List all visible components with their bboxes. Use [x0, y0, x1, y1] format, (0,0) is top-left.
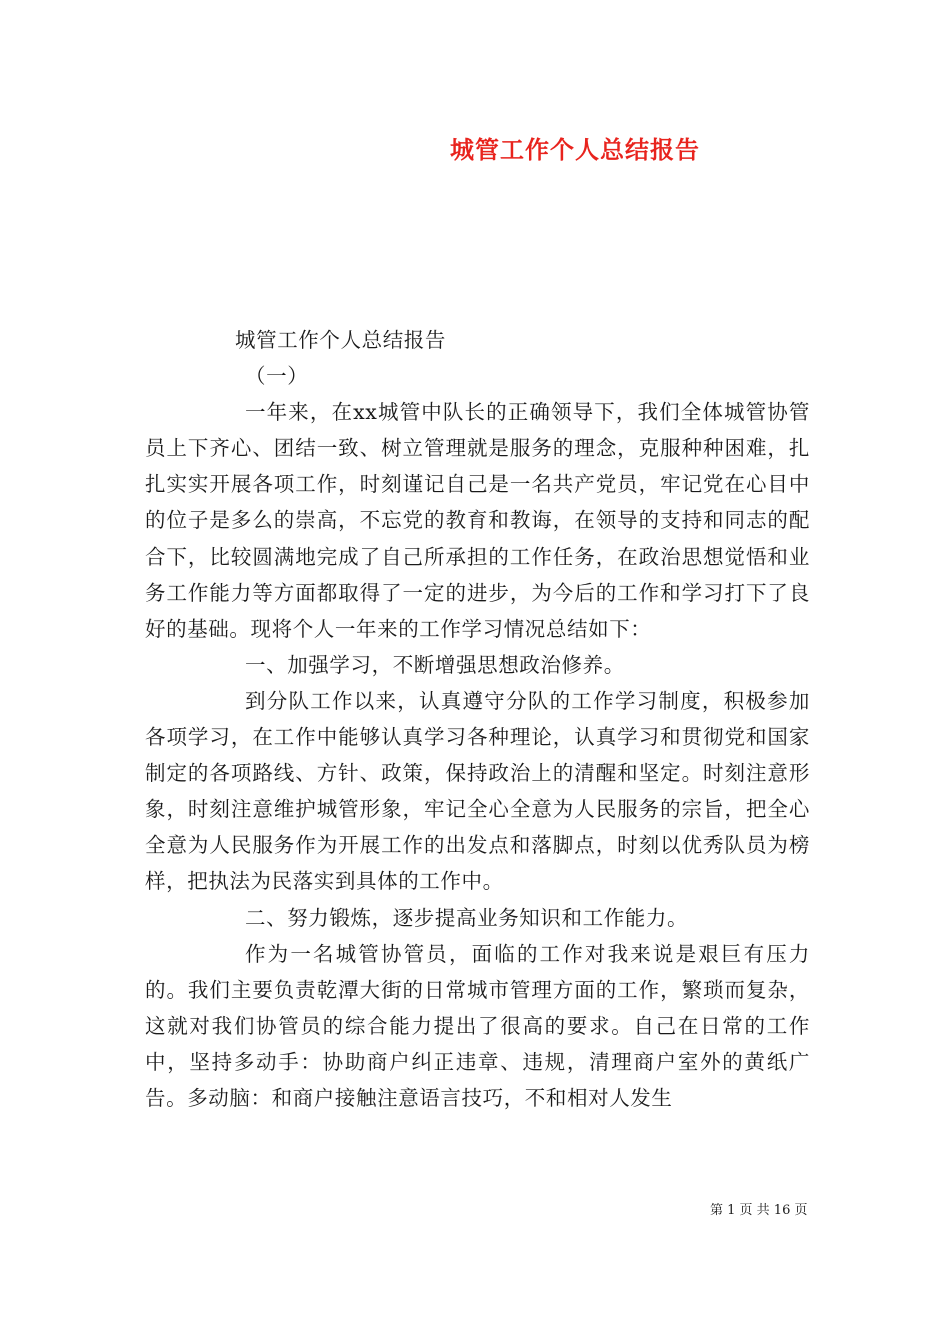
- heading-study: 一、加强学习，不断增强思想政治修养。: [245, 652, 625, 677]
- paragraph-intro: 一年来，在xx城管中队长的正确领导下，我们全体城管协管员上下齐心、团结一致、树立管理就是服务的理念，克服种种困难，扎扎实实开展各项工作，时刻谨记自己是一名共产党员，牢记党在心目中的位子是多么的崇高，不忘党的教育和教诲，在领导的支持和同志的配合下，比较圆满地完成了自己所承担的工作任务，在政治思想觉悟和业务工作能力等方面都取得了一定的进步，为今后的工作和学习打下了良好的基础。现将个人一年来的工作学习情况总结如下：: [145, 400, 810, 641]
- heading-training: 二、努力锻炼，逐步提高业务知识和工作能力。: [245, 905, 689, 930]
- document-body: [145, 322, 810, 1116]
- document-subtitle: 城管工作个人总结报告: [235, 328, 446, 352]
- paragraph-training: 作为一名城管协管员，面临的工作对我来说是艰巨有压力的。我们主要负责乾潭大街的日常城市管理方面的工作，繁琐而复杂，这就对我们协管员的综合能力提出了很高的要求。自己在日常的工作中，坚持多动手：协助商户纠正违章、违规，清理商户室外的黄纸广告。多动脑：和商户接触注意语言技巧，不和相对人发生: [145, 941, 810, 1110]
- section-number: （一）: [245, 364, 309, 389]
- page-title: 城管工作个人总结报告: [450, 135, 700, 164]
- page-number: 第 1 页 共 16 页: [710, 1203, 808, 1218]
- paragraph-study: 到分队工作以来，认真遵守分队的工作学习制度，积极参加各项学习，在工作中能够认真学习各种理论，认真学习和贯彻党和国家制定的各项路线、方针、政策，保持政治上的清醒和坚定。时刻注意形象，时刻注意维护城管形象，牢记全心全意为人民服务的宗旨，把全心全意为人民服务作为开展工作的出发点和落脚点，时刻以优秀队员为榜样，把执法为民落实到具体的工作中。: [145, 688, 810, 894]
